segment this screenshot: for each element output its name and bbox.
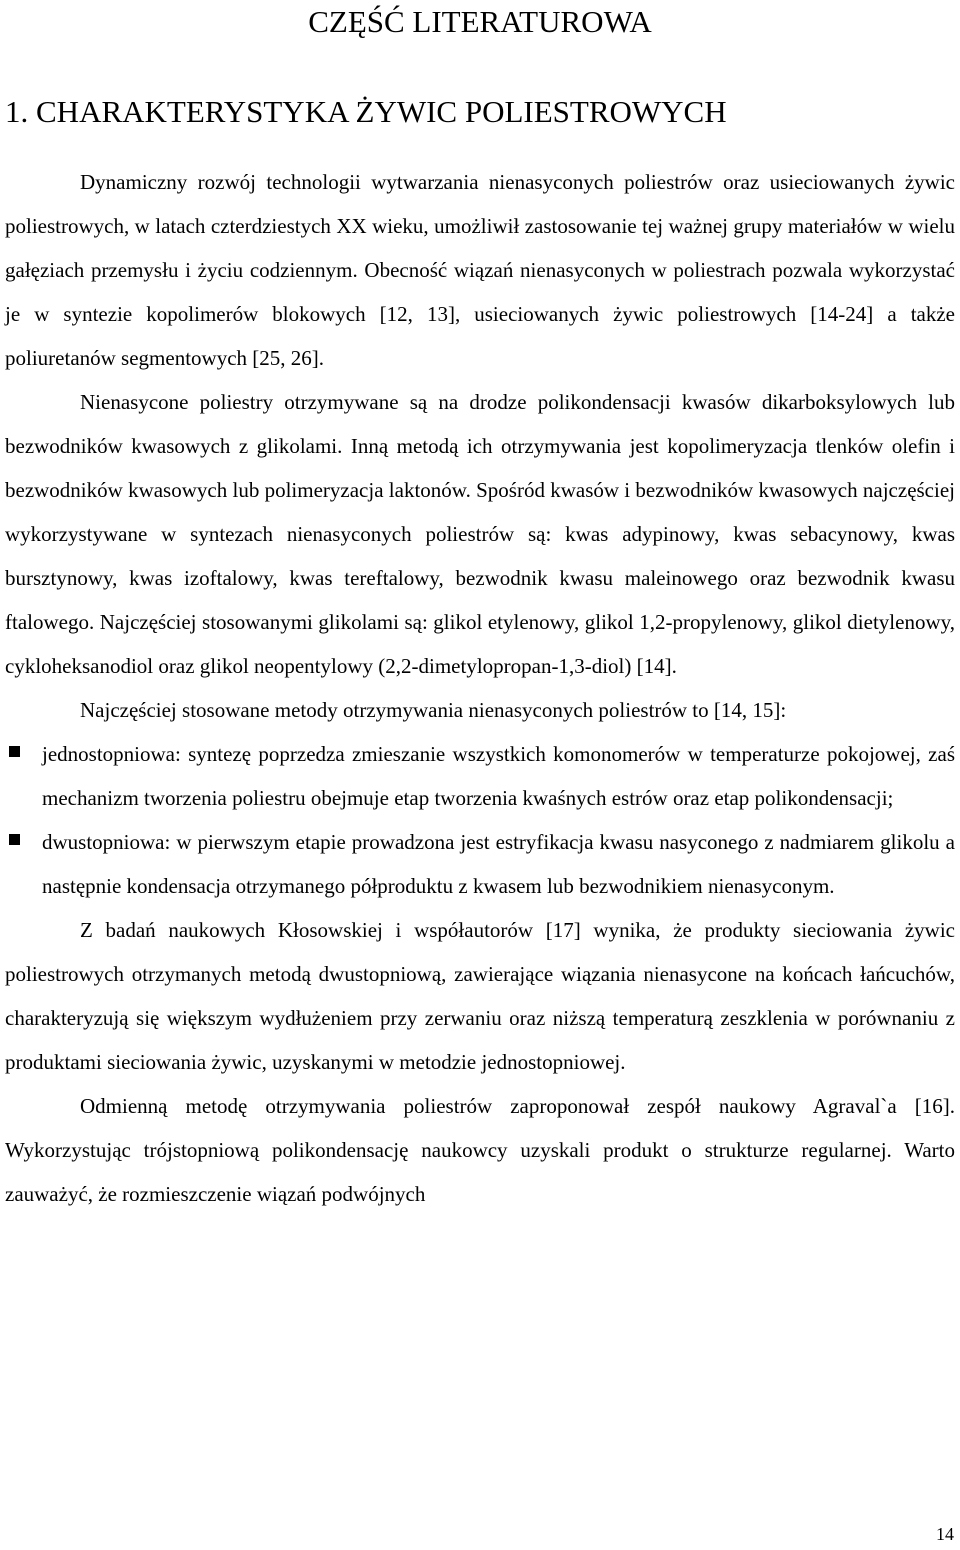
page-title: CZĘŚĆ LITERATUROWA bbox=[308, 4, 652, 39]
square-bullet-icon bbox=[9, 746, 20, 757]
paragraph-synthesis: Nienasycone poliestry otrzymywane są na drodze polikondensacji kwasów dikarboksylowych lub bezwodników kwasowych z glikolami. Inną metodą ich otrzymywania jest kopolimeryzacja tlenków olefin i bezwodników kwasowych lub polimeryzacja laktonów. Spośród kwasów i bezwodników kwasowych najczęściej wykorzystywane w syntezach nienasyconych poliestrów są: kwas adypinowy, kwas sebacynowy, kwas bursztynowy, kwas izoftalowy, kwas tereftalowy, bezwodnik kwasu maleinowego oraz bezwodnik kwasu ftalowego. Najczęściej stosowanymi glikolami są: glikol etylenowy, glikol 1,2-propylenowy, glikol dietylenowy, cykloheksanodiol oraz glikol neopentylowy (2,2-dimetylopropan-1,3-diol) [14]. bbox=[5, 390, 955, 678]
document-body bbox=[5, 160, 955, 1216]
section-heading: 1. CHARAKTERYSTYKA ŻYWIC POLIESTROWYCH bbox=[5, 94, 727, 129]
square-bullet-icon bbox=[9, 834, 20, 845]
page-number: 14 bbox=[936, 1524, 954, 1544]
paragraph-intro: Dynamiczny rozwój technologii wytwarzania nienasyconych poliestrów oraz usieciowanych żywic poliestrowych, w latach czterdziestych XX wieku, umożliwił zastosowanie tej ważnej grupy materiałów w wielu gałęziach przemysłu i życiu codziennym. Obecność wiązań nienasyconych w poliestrach pozwala wykorzystać je w syntezie kopolimerów blokowych [12, 13], usieciowanych żywic poliestrowych [14-24] a także poliuretanów segmentowych [25, 26]. bbox=[5, 170, 955, 370]
list-item-text: dwustopniowa: w pierwszym etapie prowadzona jest estryfikacja kwasu nasyconego z nadmiarem glikolu a następnie kondensacja otrzymanego półproduktu z kwasem lub bezwodnikiem nienasyconym. bbox=[42, 830, 955, 898]
paragraph-alternative-method: Odmienną metodę otrzymywania poliestrów zaproponował zespół naukowy Agraval`a [16]. Wykorzystując trójstopniową polikondensację naukowcy uzyskali produkt o strukturze regularnej. Warto zauważyć, że rozmieszczenie wiązań podwójnych bbox=[5, 1094, 955, 1206]
methods-list bbox=[5, 732, 955, 908]
paragraph-research: Z badań naukowych Kłosowskiej i współautorów [17] wynika, że produkty sieciowania żywic poliestrowych otrzymanych metodą dwustopniową, zawierające wiązania nienasycone na końcach łańcuchów, charakteryzują się większym wydłużeniem przy zerwaniu oraz niższą temperaturą zeszklenia w porównaniu z produktami sieciowania żywic, uzyskanymi w metodzie jednostopniowej. bbox=[5, 918, 955, 1074]
list-item-text: jednostopniowa: syntezę poprzedza zmieszanie wszystkich komonomerów w temperaturze pokojowej, zaś mechanizm tworzenia poliestru obejmuje etap tworzenia kwaśnych estrów oraz etap polikondensacji; bbox=[42, 742, 955, 810]
paragraph-methods-intro: Najczęściej stosowane metody otrzymywania nienasyconych poliestrów to [14, 15]: bbox=[80, 698, 787, 722]
list-item bbox=[5, 732, 955, 820]
list-item bbox=[5, 820, 955, 908]
